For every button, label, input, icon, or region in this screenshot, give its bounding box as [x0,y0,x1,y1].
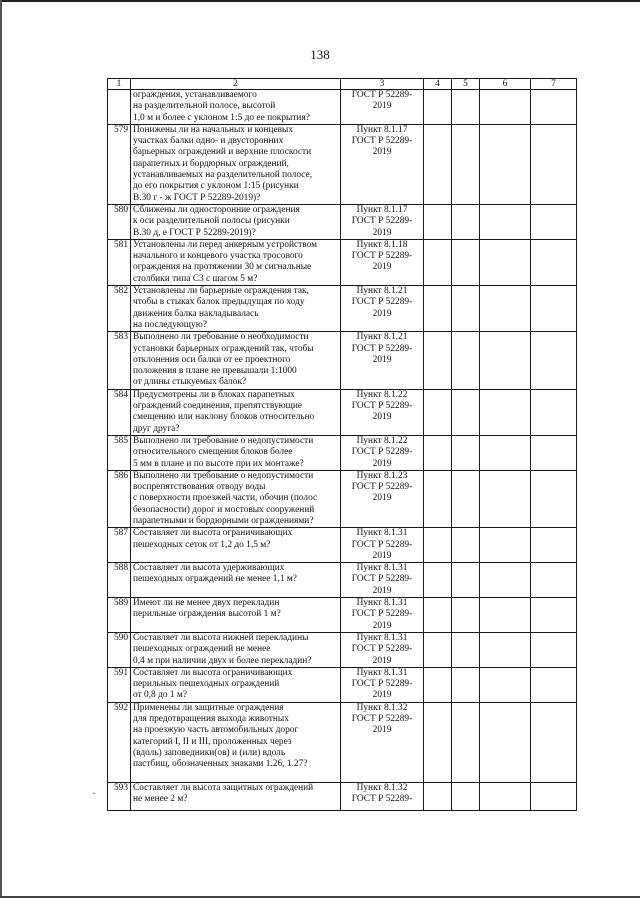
header-row [108,79,577,90]
question-line: движения балка накладывалась [133,308,259,319]
reference-line: Пункт 8.1.22 [356,435,408,446]
table-row [108,124,577,204]
reference-line: Пункт 8.1.22 [356,389,408,400]
empty-cell-col-5 [452,470,480,527]
reference-line: 2019 [372,655,392,666]
row-number: 589 [108,598,131,633]
reference-cell [341,598,424,633]
row-number: 593 [108,782,131,810]
empty-cell-col-4 [424,528,452,563]
empty-cell-col-4 [424,435,452,470]
reference-line: 2019 [372,493,392,504]
reference-line: Пункт 8.1.17 [356,124,408,135]
question-line: Составляет ли высота защитных ограждений [133,782,314,793]
question-line: Составляет ли высота нижней перекладины [133,632,309,643]
question-line: Применены ли защитные ограждения [133,702,284,713]
empty-cell-col-4 [424,782,452,810]
question-cell [131,598,341,633]
question-line: В.30 д, е ГОСТ Р 52289-2019)? [133,227,256,238]
column-header-1: 1 [108,79,131,90]
reference-line: Пункт 8.1.31 [356,667,408,678]
empty-cell-col-4 [424,470,452,527]
table-row [108,528,577,563]
question-line: Составляет ли высота ограничивающих [133,667,293,678]
reference-cell [341,204,424,239]
reference-line: ГОСТ Р 52289- [351,539,413,550]
row-number: 586 [108,470,131,527]
question-line: участках балки одно- и двусторонних [133,136,284,147]
column-header-6: 6 [480,79,531,90]
empty-cell-col-5 [452,782,480,810]
empty-cell-col-6 [480,286,531,332]
question-cell [131,204,341,239]
column-header-5: 5 [452,79,480,90]
empty-cell-col-5 [452,286,480,332]
empty-cell-col-7 [531,435,577,470]
empty-cell-col-7 [531,204,577,239]
question-cell [131,667,341,702]
empty-cell-col-4 [424,667,452,702]
reference-line: 2019 [372,101,392,112]
table-row [108,286,577,332]
reference-cell [341,632,424,667]
reference-line: 2019 [372,585,392,596]
reference-cell [341,286,424,332]
reference-cell [341,389,424,435]
empty-cell-col-4 [424,702,452,782]
empty-cell-col-5 [452,124,480,204]
checklist-table [107,78,577,811]
reference-cell [341,239,424,285]
empty-cell-col-4 [424,332,452,389]
question-line: В.30 г - ж ГОСТ Р 52289-2019)? [133,192,261,203]
question-line: (вдоль) заповедники(ов) и (или) вдоль [133,747,286,758]
empty-cell-col-6 [480,124,531,204]
question-cell [131,239,341,285]
question-line: перильные ограждения высотой 1 м? [133,609,281,620]
empty-cell-col-7 [531,286,577,332]
table-row [108,632,577,667]
empty-cell-col-6 [480,90,531,125]
question-line: установки барьерных ограждений так, чтобы [133,343,314,354]
reference-line: ГОСТ Р 52289- [351,609,413,620]
question-cell [131,563,341,598]
reference-line: Пункт 8.1.32 [356,702,408,713]
empty-cell-col-6 [480,782,531,810]
empty-cell-col-7 [531,702,577,782]
reference-line: ГОСТ Р 52289- [351,482,413,493]
empty-cell-col-5 [452,332,480,389]
empty-cell-col-4 [424,632,452,667]
row-number: 585 [108,435,131,470]
question-line: парапетных и бордюрных ограждений, [133,158,289,169]
column-header-2: 2 [131,79,341,90]
row-number: 591 [108,667,131,702]
column-header-3: 3 [341,79,424,90]
question-line: на последующую? [133,319,207,330]
reference-line: Пункт 8.1.23 [356,470,408,481]
question-line: на разделительной полосе, высотой [133,101,276,112]
empty-cell-col-6 [480,435,531,470]
empty-cell-col-4 [424,90,452,125]
reference-line: 2019 [372,147,392,158]
reference-line: Пункт 8.1.31 [356,598,408,609]
page-number: 138 [310,47,330,62]
reference-line: 2019 [372,262,392,273]
empty-cell-col-6 [480,528,531,563]
reference-line: ГОСТ Р 52289- [351,679,413,690]
row-number: 590 [108,632,131,667]
scan-edge-left [0,0,2,898]
empty-cell-col-6 [480,632,531,667]
question-line: друг друга? [133,423,180,434]
table-row [108,667,577,702]
reference-line: 2019 [372,550,392,561]
reference-cell [341,782,424,810]
row-number: 581 [108,239,131,285]
empty-cell-col-5 [452,239,480,285]
empty-cell-col-6 [480,389,531,435]
column-header-4: 4 [424,79,452,90]
question-line: 5 мм в плане и по высоте при их монтаже? [133,458,304,469]
question-cell [131,632,341,667]
question-line: Установлены ли барьерные ограждения так, [133,286,309,297]
question-cell [131,435,341,470]
question-line: безопасности) дорог и мостовых сооружений [133,504,315,515]
question-line: с поверхности проезжей части, обочин (полос [133,493,318,504]
empty-cell-col-7 [531,90,577,125]
question-line: смещению или наклону блоков относительно [133,412,315,423]
question-line: не менее 2 м? [133,794,188,805]
reference-cell [341,435,424,470]
question-line: Сближены ли односторонние ограждения [133,204,300,215]
reference-line: Пункт 8.1.31 [356,528,408,539]
question-cell [131,90,341,125]
empty-cell-col-6 [480,702,531,782]
row-number: 580 [108,204,131,239]
reference-cell [341,90,424,125]
reference-cell [341,528,424,563]
question-cell [131,389,341,435]
reference-cell [341,667,424,702]
question-line: пастбищ, обозначенных знаками 1.26, 1.27? [133,759,308,770]
question-line: Установлены ли перед анкерным устройством [133,239,318,250]
question-line: 1,0 м и более с уклоном 1:5 до ее покрытия? [133,112,310,123]
question-line: Имеют ли не менее двух перекладин [133,598,280,609]
empty-cell-col-5 [452,667,480,702]
question-line: Составляет ли высота ограничивающих [133,528,293,539]
question-line: Выполнено ли требование о недопустимости [133,470,314,481]
reference-line: 2019 [372,412,392,423]
question-line: ограждений соединения, препятствующие [133,401,303,412]
question-line: пешеходных ограждений не менее 1,1 м? [133,574,297,585]
question-line: на проезжую часть автомобильных дорог [133,725,299,736]
empty-cell-col-6 [480,332,531,389]
table-row [108,389,577,435]
empty-cell-col-5 [452,528,480,563]
table-row [108,782,577,810]
question-line: перильных пешеходных ограждений [133,679,280,690]
question-line: к оси разделительной полосы (рисунки [133,216,290,227]
question-line: парапетными и бордюрными ограждениями? [133,515,314,526]
reference-line: ГОСТ Р 52289- [351,644,413,655]
table-row [108,239,577,285]
reference-line: ГОСТ Р 52289- [351,714,413,725]
question-line: относительного смещения блоков более [133,447,293,458]
row-number: 592 [108,702,131,782]
empty-cell-col-6 [480,204,531,239]
reference-line: 2019 [372,725,392,736]
question-line: ограждения, устанавливаемого [133,90,257,100]
reference-line: ГОСТ Р 52289- [351,574,413,585]
empty-cell-col-5 [452,563,480,598]
question-cell [131,124,341,204]
reference-line: Пункт 8.1.31 [356,632,408,643]
empty-cell-col-7 [531,782,577,810]
row-number: 587 [108,528,131,563]
question-line: устанавливаемых на разделительной полосе, [133,170,313,181]
question-line: Понижены ли на начальных и концевых [133,124,294,135]
reference-line: ГОСТ Р 52289- [351,401,413,412]
question-line: от длины стыкуемых балок? [133,377,247,388]
question-cell [131,286,341,332]
question-line: пешеходных сеток от 1,2 до 1,5 м? [133,539,271,550]
table-row [108,435,577,470]
question-line: для предотвращения выхода животных [133,714,289,725]
reference-cell [341,124,424,204]
reference-line: ГОСТ Р 52289- [351,297,413,308]
reference-cell [341,702,424,782]
empty-cell-col-4 [424,239,452,285]
empty-cell-col-7 [531,632,577,667]
row-number [108,90,131,125]
empty-cell-col-5 [452,435,480,470]
question-line: чтобы в стыках балок предыдущая по ходу [133,297,305,308]
reference-line: 2019 [372,690,392,701]
reference-line: 2019 [372,308,392,319]
empty-cell-col-7 [531,124,577,204]
empty-cell-col-6 [480,239,531,285]
empty-cell-col-6 [480,667,531,702]
empty-cell-col-4 [424,389,452,435]
question-line: 0,4 м при наличии двух и более перекладин? [133,655,312,666]
table-row [108,598,577,633]
table-row [108,563,577,598]
reference-line: 2019 [372,227,392,238]
empty-cell-col-5 [452,632,480,667]
question-line: Выполнено ли требование о необходимости [133,332,309,343]
reference-line: ГОСТ Р 52289- [351,216,413,227]
question-line: начального и концевого участка тросового [133,251,303,262]
table-row [108,204,577,239]
question-line: от 0,8 до 1 м? [133,690,187,701]
question-line: до его покрытия с уклоном 1:15 (рисунки [133,181,299,192]
empty-cell-col-5 [452,389,480,435]
scan-edge-top [0,0,640,2]
table-row [108,470,577,527]
reference-line: Пункт 8.1.32 [356,782,408,793]
reference-line: 2019 [372,620,392,631]
question-line: ограждения на протяжении 30 м сигнальные [133,262,312,273]
empty-cell-col-7 [531,563,577,598]
reference-line: 2019 [372,458,392,469]
reference-line: ГОСТ Р 52289- [351,794,413,805]
empty-cell-col-4 [424,286,452,332]
question-cell [131,528,341,563]
question-line: барьерных ограждений и верхние плоскости [133,147,312,158]
column-header-7: 7 [531,79,577,90]
reference-line: ГОСТ Р 52289- [351,251,413,262]
empty-cell-col-7 [531,389,577,435]
empty-cell-col-7 [531,598,577,633]
empty-cell-col-7 [531,239,577,285]
scan-mark: · [92,786,96,800]
empty-cell-col-7 [531,470,577,527]
empty-cell-col-4 [424,204,452,239]
reference-line: ГОСТ Р 52289- [351,447,413,458]
question-line: категорий I, II и III, проложенных через [133,736,292,747]
reference-line: 2019 [372,354,392,365]
table-row [108,702,577,782]
question-line: Выполнено ли требование о недопустимости [133,435,314,446]
row-number: 588 [108,563,131,598]
reference-line: Пункт 8.1.17 [356,204,408,215]
reference-cell [341,332,424,389]
reference-line: ГОСТ Р 52289- [351,90,413,100]
reference-line: Пункт 8.1.21 [356,332,408,343]
table-row [108,90,577,125]
empty-cell-col-6 [480,470,531,527]
question-cell [131,782,341,810]
empty-cell-col-5 [452,598,480,633]
empty-cell-col-4 [424,124,452,204]
row-number: 584 [108,389,131,435]
table-row [108,332,577,389]
empty-cell-col-7 [531,332,577,389]
row-number: 582 [108,286,131,332]
empty-cell-col-7 [531,528,577,563]
question-cell [131,332,341,389]
question-line: пешеходных ограждений не менее [133,644,271,655]
reference-cell [341,470,424,527]
question-line: положения в плане не превышали 1:1000 [133,366,297,377]
question-line: отклонения оси балки от ее проектного [133,354,291,365]
empty-cell-col-5 [452,90,480,125]
empty-cell-col-5 [452,204,480,239]
question-cell [131,470,341,527]
question-line: Предусмотрены ли в блоках парапетных [133,389,295,400]
empty-cell-col-7 [531,667,577,702]
question-line: столбики типа С3 с шагом 5 м? [133,273,258,284]
row-number: 583 [108,332,131,389]
reference-line: Пункт 8.1.18 [356,239,408,250]
reference-line: ГОСТ Р 52289- [351,343,413,354]
reference-line: ГОСТ Р 52289- [351,136,413,147]
empty-cell-col-4 [424,563,452,598]
reference-cell [341,563,424,598]
empty-cell-col-6 [480,563,531,598]
question-cell [131,702,341,782]
question-line: воспрепятствования отводу воды [133,482,266,493]
question-line: Составляет ли высота удерживающих [133,563,285,574]
empty-cell-col-4 [424,598,452,633]
empty-cell-col-6 [480,598,531,633]
reference-line: Пункт 8.1.31 [356,563,408,574]
empty-cell-col-5 [452,702,480,782]
row-number: 579 [108,124,131,204]
reference-line: Пункт 8.1.21 [356,286,408,297]
